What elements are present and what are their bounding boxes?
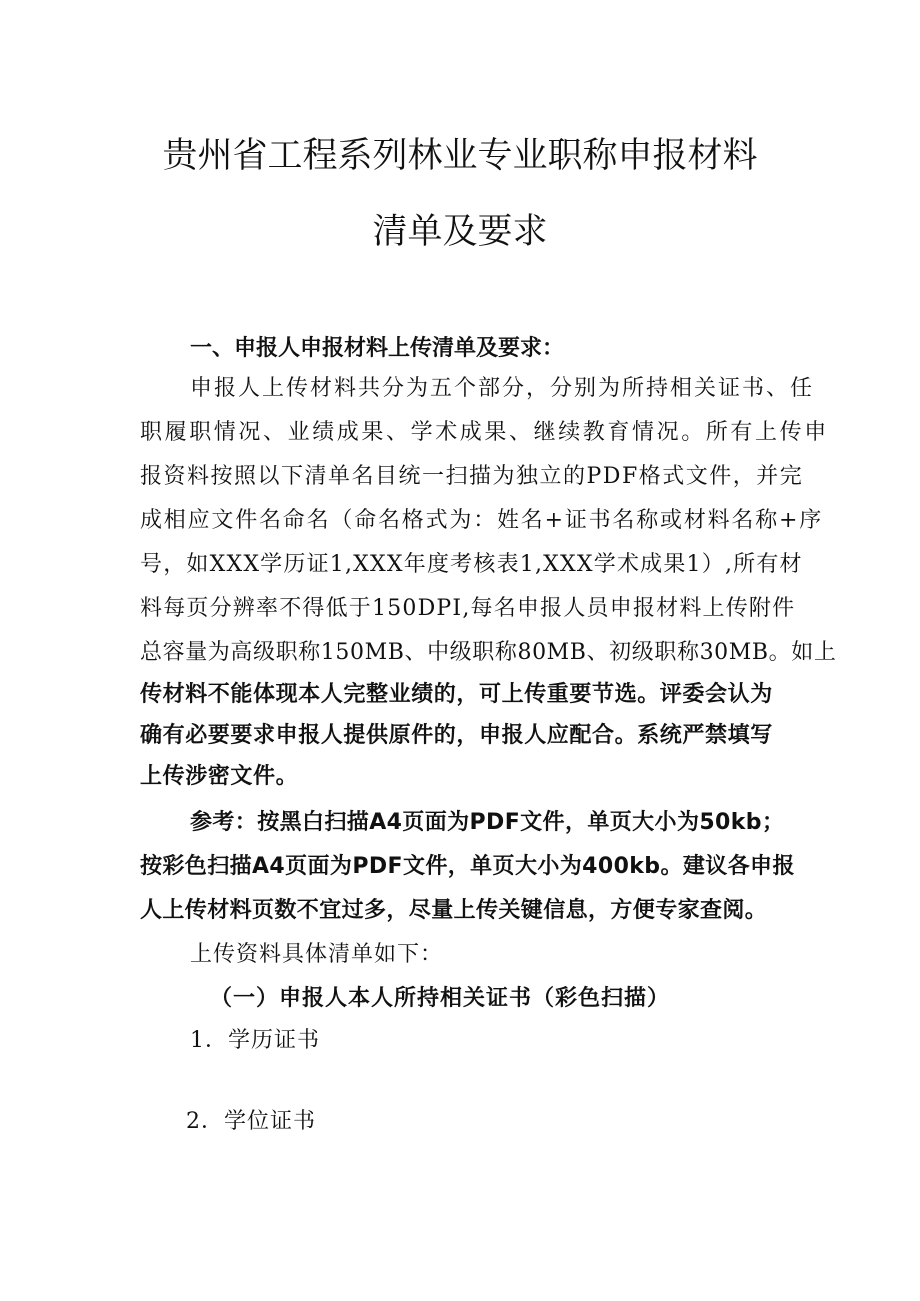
subsection-1-heading: （一）申报人本人所持相关证书（彩色扫描） xyxy=(210,986,671,1011)
paragraph-1-line-4: 成相应文件名命名（命名格式为：姓名+证书名称或材料名称+序 xyxy=(140,508,824,533)
list-intro: 上传资料具体清单如下： xyxy=(190,942,444,967)
paragraph-2-line-3: 人上传材料页数不宜过多，尽量上传关键信息，方便专家查阅。 xyxy=(140,898,768,923)
document-title-line-2: 清单及要求 xyxy=(372,212,548,252)
document-title-line-1: 贵州省工程系列林业专业职称申报材料 xyxy=(162,136,758,176)
paragraph-1-line-2: 职履职情况、业绩成果、学术成果、继续教育情况。所有上传申 xyxy=(140,420,829,445)
paragraph-1-line-7: 总容量为高级职称150MB、中级职称80MB、初级职称30MB。如上 xyxy=(140,640,837,665)
paragraph-1-bold-line-1: 传材料不能体现本人完整业绩的，可上传重要节选。评委会认为 xyxy=(140,682,773,707)
paragraph-1-bold-line-3: 上传涉密文件。 xyxy=(140,764,299,789)
list-item: 2．学位证书 xyxy=(186,1109,316,1134)
paragraph-1-bold-line-2: 确有必要要求申报人提供原件的，申报人应配合。系统严禁填写 xyxy=(140,723,773,748)
paragraph-1-line-1: 申报人上传材料共分为五个部分，分别为所持相关证书、任 xyxy=(190,376,815,401)
paragraph-2-line-2: 按彩色扫描A4页面为PDF文件，单页大小为400kb。建议各申报 xyxy=(140,854,795,879)
section-1-heading: 一、申报人申报材料上传清单及要求： xyxy=(190,336,565,361)
paragraph-2-line-1: 参考：按黑白扫描A4页面为PDF文件，单页大小为50kb； xyxy=(190,810,785,835)
paragraph-1-line-6: 料每页分辨率不得低于150DPI,每名申报人员申报材料上传附件 xyxy=(140,596,796,621)
list-item: 1．学历证书 xyxy=(190,1028,320,1053)
paragraph-1-line-3: 报资料按照以下清单名目统一扫描为独立的PDF格式文件，并完 xyxy=(140,464,804,489)
paragraph-1-line-5: 号，如XXX学历证1,XXX年度考核表1,XXX学术成果1）,所有材 xyxy=(140,552,803,577)
